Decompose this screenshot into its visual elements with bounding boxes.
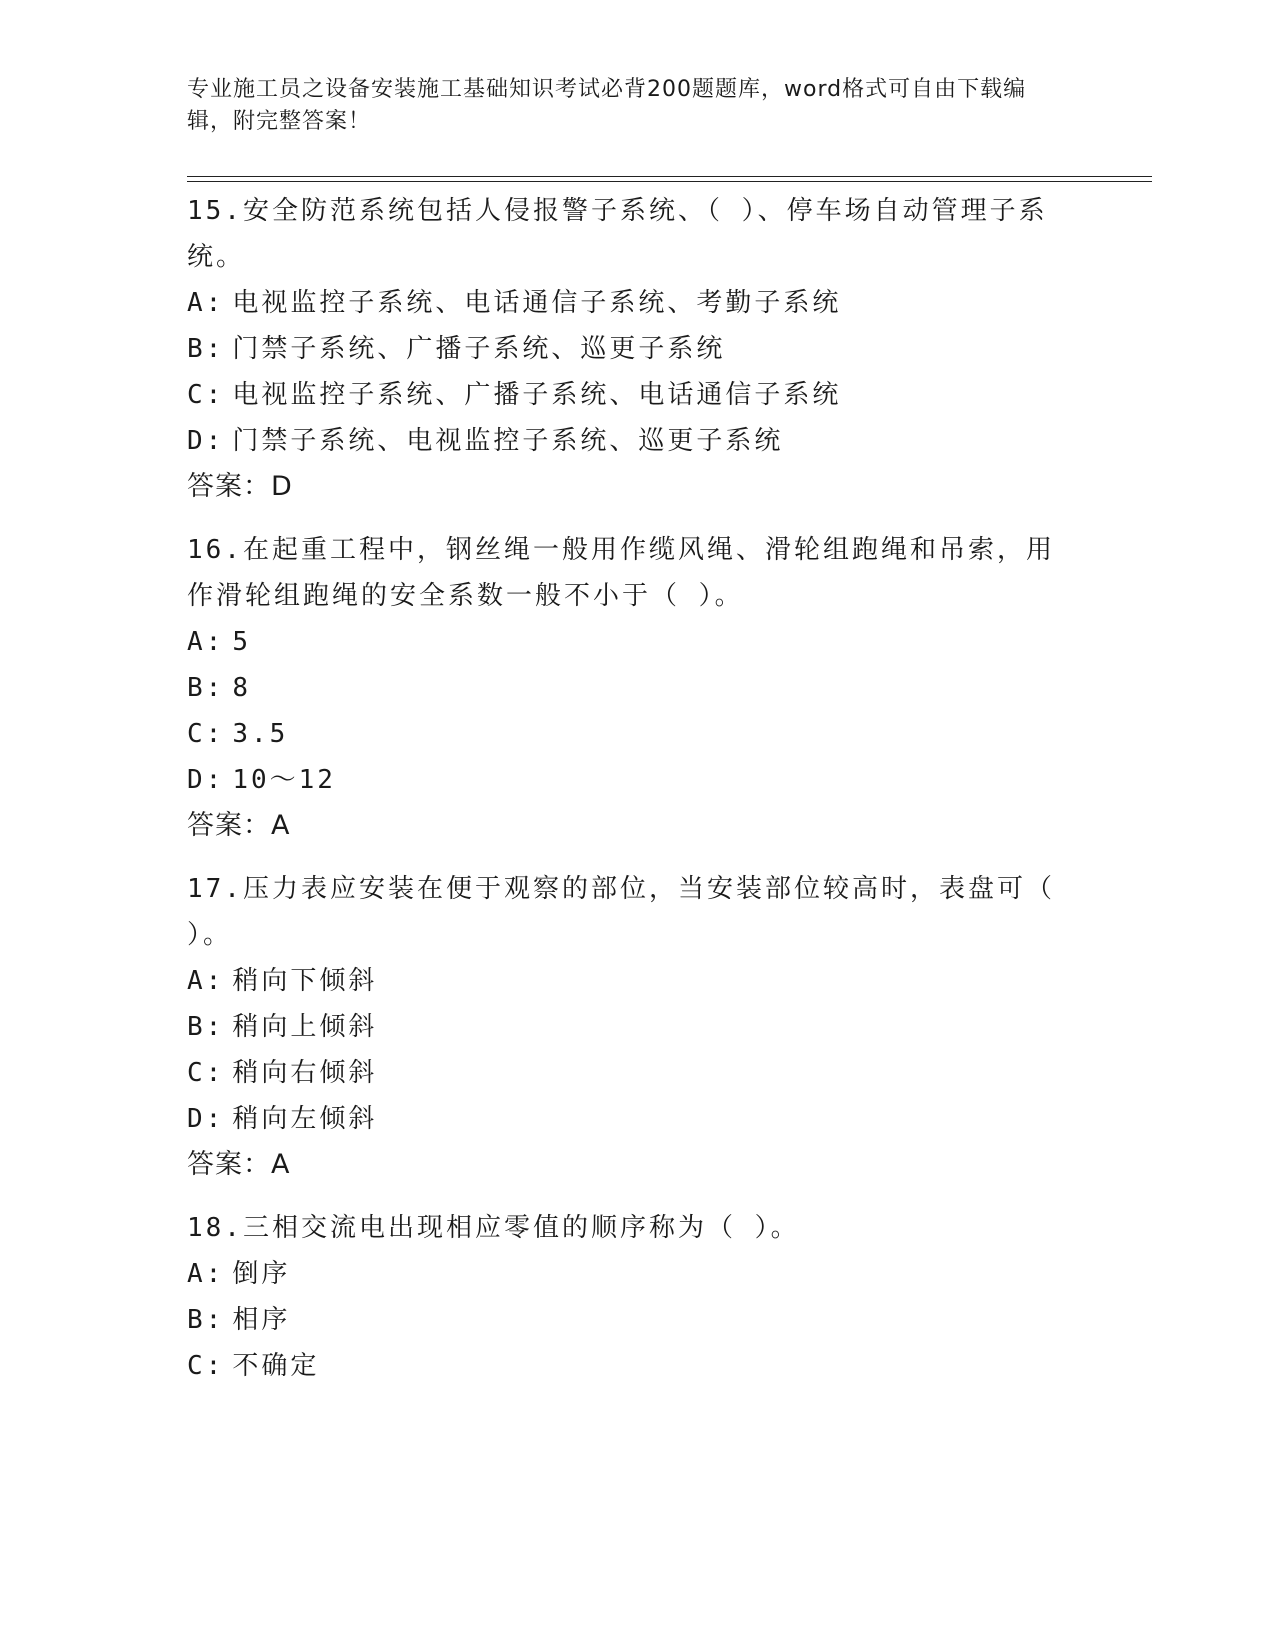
option-text: 稍向左倾斜 [232, 1104, 378, 1134]
option-text: 电视监控子系统、广播子系统、电话通信子系统 [232, 380, 842, 410]
option-key: B: [187, 1012, 225, 1042]
option-text: 相序 [232, 1305, 291, 1335]
option-key: D: [187, 1104, 225, 1134]
option-key: A: [187, 627, 225, 657]
question-list [187, 188, 1087, 1406]
option-text: 门禁子系统、电视监控子系统、巡更子系统 [232, 426, 784, 456]
option-a [187, 1251, 1087, 1297]
option-text: 倒序 [232, 1259, 291, 1289]
option-c [187, 372, 1087, 418]
option-text: 5 [232, 627, 251, 657]
option-key: B: [187, 673, 225, 703]
option-text: 门禁子系统、广播子系统、巡更子系统 [232, 334, 726, 364]
option-key: C: [187, 1058, 225, 1088]
header-divider-top [187, 176, 1152, 177]
answer-label: 答案：D [187, 471, 293, 502]
question-15 [187, 188, 1087, 510]
option-text: 稍向下倾斜 [232, 966, 378, 996]
option-key: D: [187, 765, 225, 795]
option-b [187, 665, 1087, 711]
option-text: 10～12 [232, 765, 336, 795]
option-key: A: [187, 1259, 225, 1289]
question-text: 16.在起重工程中，钢丝绳一般用作缆风绳、滑轮组跑绳和吊索，用作滑轮组跑绳的安全系数一般不小于（ ）。 [187, 535, 1055, 611]
option-c [187, 1343, 1087, 1389]
option-text: 3.5 [232, 719, 289, 749]
option-d [187, 1096, 1087, 1142]
option-text: 稍向上倾斜 [232, 1012, 378, 1042]
question-text: 15.安全防范系统包括人侵报警子系统、（ ）、停车场自动管理子系统。 [187, 196, 1048, 272]
option-d [187, 418, 1087, 464]
option-key: C: [187, 719, 225, 749]
question-text: 18.三相交流电出现相应零值的顺序称为（ ）。 [187, 1213, 800, 1243]
option-key: B: [187, 334, 225, 364]
option-b [187, 1004, 1087, 1050]
option-key: A: [187, 966, 225, 996]
option-c [187, 1050, 1087, 1096]
option-text: 电视监控子系统、电话通信子系统、考勤子系统 [232, 288, 842, 318]
option-key: A: [187, 288, 225, 318]
document-header: 专业施工员之设备安装施工基础知识考试必背200题题库，word格式可自由下载编辑，附完整答案！ [187, 77, 1027, 134]
option-key: D: [187, 426, 225, 456]
option-key: C: [187, 380, 225, 410]
question-18 [187, 1205, 1087, 1389]
option-a [187, 619, 1087, 665]
option-a [187, 280, 1087, 326]
option-text: 不确定 [232, 1351, 320, 1381]
question-text: 17.压力表应安装在便于观察的部位，当安装部位较高时，表盘可（ ）。 [187, 874, 1055, 950]
option-b [187, 1297, 1087, 1343]
question-17 [187, 866, 1087, 1188]
option-key: C: [187, 1351, 225, 1381]
option-c [187, 711, 1087, 757]
option-key: B: [187, 1305, 225, 1335]
option-a [187, 958, 1087, 1004]
option-text: 稍向右倾斜 [232, 1058, 378, 1088]
answer-label: 答案：A [187, 1149, 291, 1180]
option-d [187, 757, 1087, 803]
question-16 [187, 527, 1087, 849]
answer-label: 答案：A [187, 810, 291, 841]
option-text: 8 [232, 673, 251, 703]
option-b [187, 326, 1087, 372]
header-divider-bottom [187, 181, 1152, 182]
